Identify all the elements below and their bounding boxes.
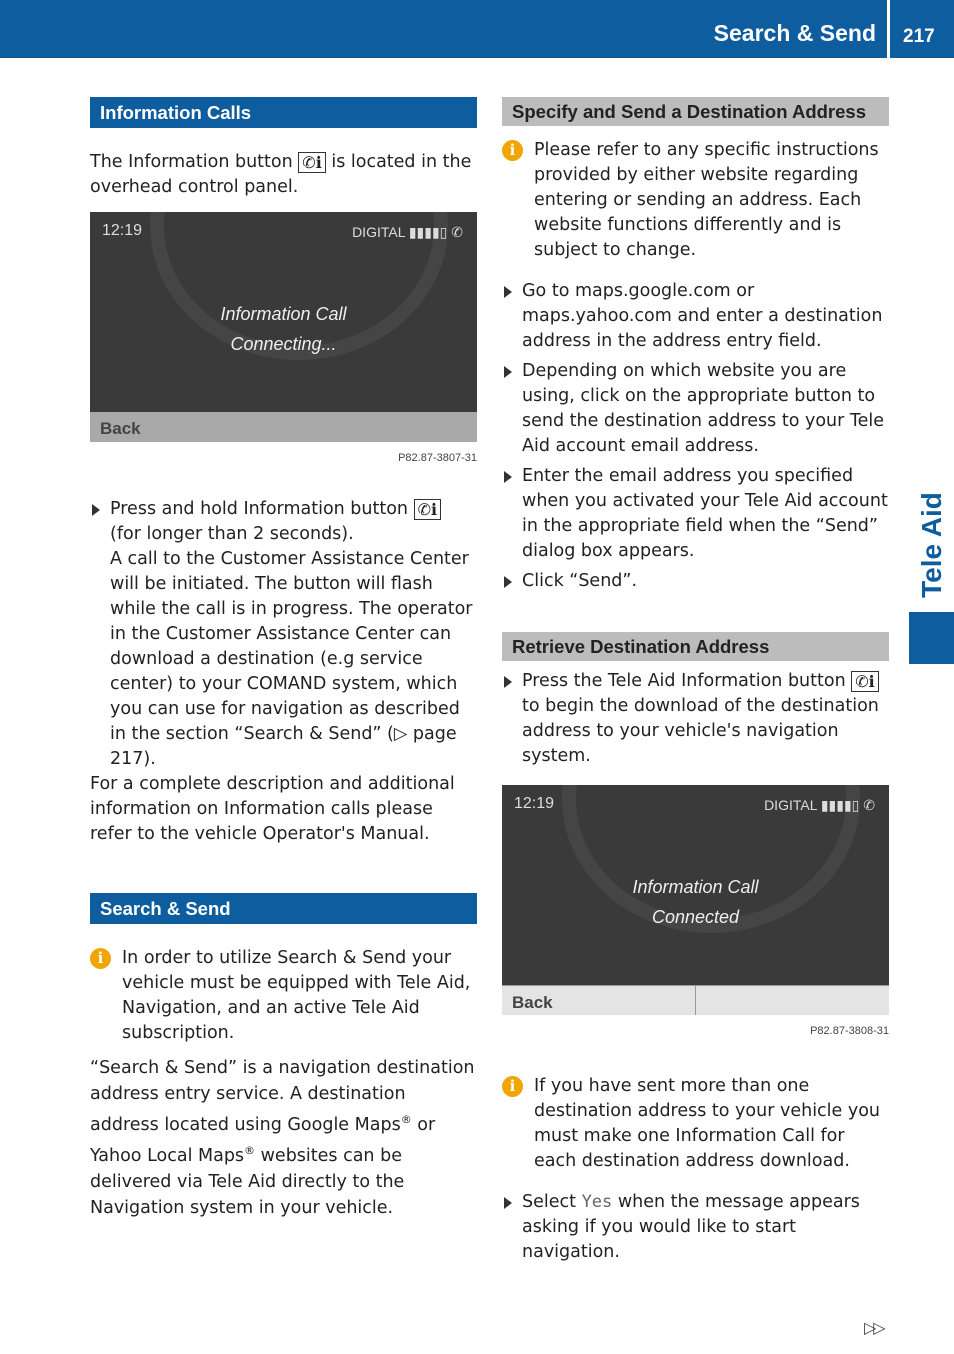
yes-option: Yes — [581, 1192, 613, 1212]
step-result: A call to the Customer Assistance Center will be initiated. The button will flash while the call is in progress. The operator in the Customer Assistance Center can download a destination (e.g service center) to your COMAND system, which you can use for navigation as described in the section “Search & Send” (▷ page 217). — [110, 549, 473, 769]
info-icon: i — [502, 1076, 523, 1097]
section-title: Search & Send — [713, 20, 876, 46]
screen-button-divider — [695, 986, 696, 1015]
heading-retrieve: Retrieve Destination Address — [502, 632, 889, 661]
screen-back-button[interactable]: Back — [502, 985, 889, 1015]
screen-signal: DIGITAL ▮▮▮▮▯ ✆ — [352, 224, 463, 240]
bullet-icon — [504, 471, 512, 483]
bullet-icon — [92, 504, 100, 516]
step-select-yes: Select Yes when the message appears asking if you would like to start navigation. — [502, 1190, 889, 1265]
side-tab-marker — [909, 612, 954, 664]
figure-caption: P82.87-3807-31 — [398, 452, 477, 464]
info-note-search-send: i In order to utilize Search & Send your vehicle must be equipped with Tele Aid, Navigation, and an active Tele Aid subscription. — [90, 946, 477, 1046]
page-number: 217 — [903, 26, 935, 47]
bullet-icon — [504, 676, 512, 688]
info-button-icon: ✆ℹ — [414, 499, 441, 520]
step-go-to-maps: Go to maps.google.com or maps.yahoo.com and enter a destination address in the address entry field. — [502, 279, 889, 354]
page-ref-arrow: ▷ — [393, 724, 408, 744]
info-note-multiple: i If you have sent more than one destination address to your vehicle you must make one Information Call for each destination address download. — [502, 1074, 889, 1174]
info-icon: i — [90, 948, 111, 969]
screen-connecting — [90, 212, 477, 442]
step-press-tele-aid: Press the Tele Aid Information button ✆ℹ to begin the download of the destination address to your vehicle's navigation system. — [502, 669, 889, 769]
bullet-icon — [504, 1197, 512, 1209]
screen-time: 12:19 — [102, 222, 143, 239]
info-button-icon: ✆ℹ — [851, 671, 878, 692]
bullet-icon — [504, 576, 512, 588]
screen-line2: Connecting... — [230, 334, 337, 354]
info-calls-intro: The Information button ✆ℹ is located in the overhead control panel. — [90, 152, 472, 197]
screen-back-button[interactable]: Back — [90, 412, 477, 442]
bullet-icon — [504, 286, 512, 298]
next-page-icon[interactable]: ▷▷ — [864, 1318, 883, 1337]
step-press-hold: Press and hold Information button ✆ℹ (for longer than 2 seconds). A call to the Customer Assistance Center will be initiated. The button will flash while the call is in progress. The operator in the Customer Assistance Center can download a destination (e.g service center) to your COMAND system, which you can use for navigation as described in the section “Search & Send” (▷ page 217). — [90, 497, 477, 772]
screen-connected — [502, 785, 889, 1015]
heading-information-calls: Information Calls — [90, 97, 477, 128]
screen-line1: Information Call — [220, 304, 347, 324]
figure-caption: P82.87-3808-31 — [810, 1025, 889, 1037]
side-tab-label: Tele Aid — [916, 492, 947, 598]
info-calls-closing: For a complete description and additional information on Information calls please refer to the vehicle Operator's Manual. — [90, 774, 455, 844]
screen-line1: Information Call — [632, 877, 759, 897]
step-click-send: Click “Send”. — [502, 569, 889, 594]
side-tab[interactable] — [900, 492, 954, 598]
info-icon: i — [502, 140, 523, 161]
step-click-send-button: Depending on which website you are using, click on the appropriate button to send the destination address to your Tele Aid account email address. — [502, 359, 889, 459]
heading-specify-send: Specify and Send a Destination Address — [502, 97, 889, 126]
right-column — [502, 97, 889, 1265]
left-column — [90, 97, 477, 1221]
info-button-icon: ✆ℹ — [298, 152, 325, 173]
top-header-bar — [0, 0, 954, 58]
screen-line2: Connected — [651, 907, 740, 927]
bullet-icon — [504, 366, 512, 378]
heading-search-send: Search & Send — [90, 893, 477, 924]
screen-time: 12:19 — [514, 795, 555, 812]
search-send-description: “Search & Send” is a navigation destination address entry service. A destination address located using Google Maps® or Yahoo Local Maps® websites can be delivered via Tele Aid directly to the Navigation system in your vehicle. — [90, 1058, 475, 1218]
screen-signal: DIGITAL ▮▮▮▮▯ ✆ — [764, 797, 875, 813]
info-note-websites: i Please refer to any specific instructions provided by either website regarding entering or sending an address. Each website functions differently and is subject to change. — [502, 138, 889, 263]
header-divider — [887, 0, 890, 58]
step-enter-email: Enter the email address you specified when you activated your Tele Aid account in the appropriate field when the “Send” dialog box appears. — [502, 464, 889, 564]
